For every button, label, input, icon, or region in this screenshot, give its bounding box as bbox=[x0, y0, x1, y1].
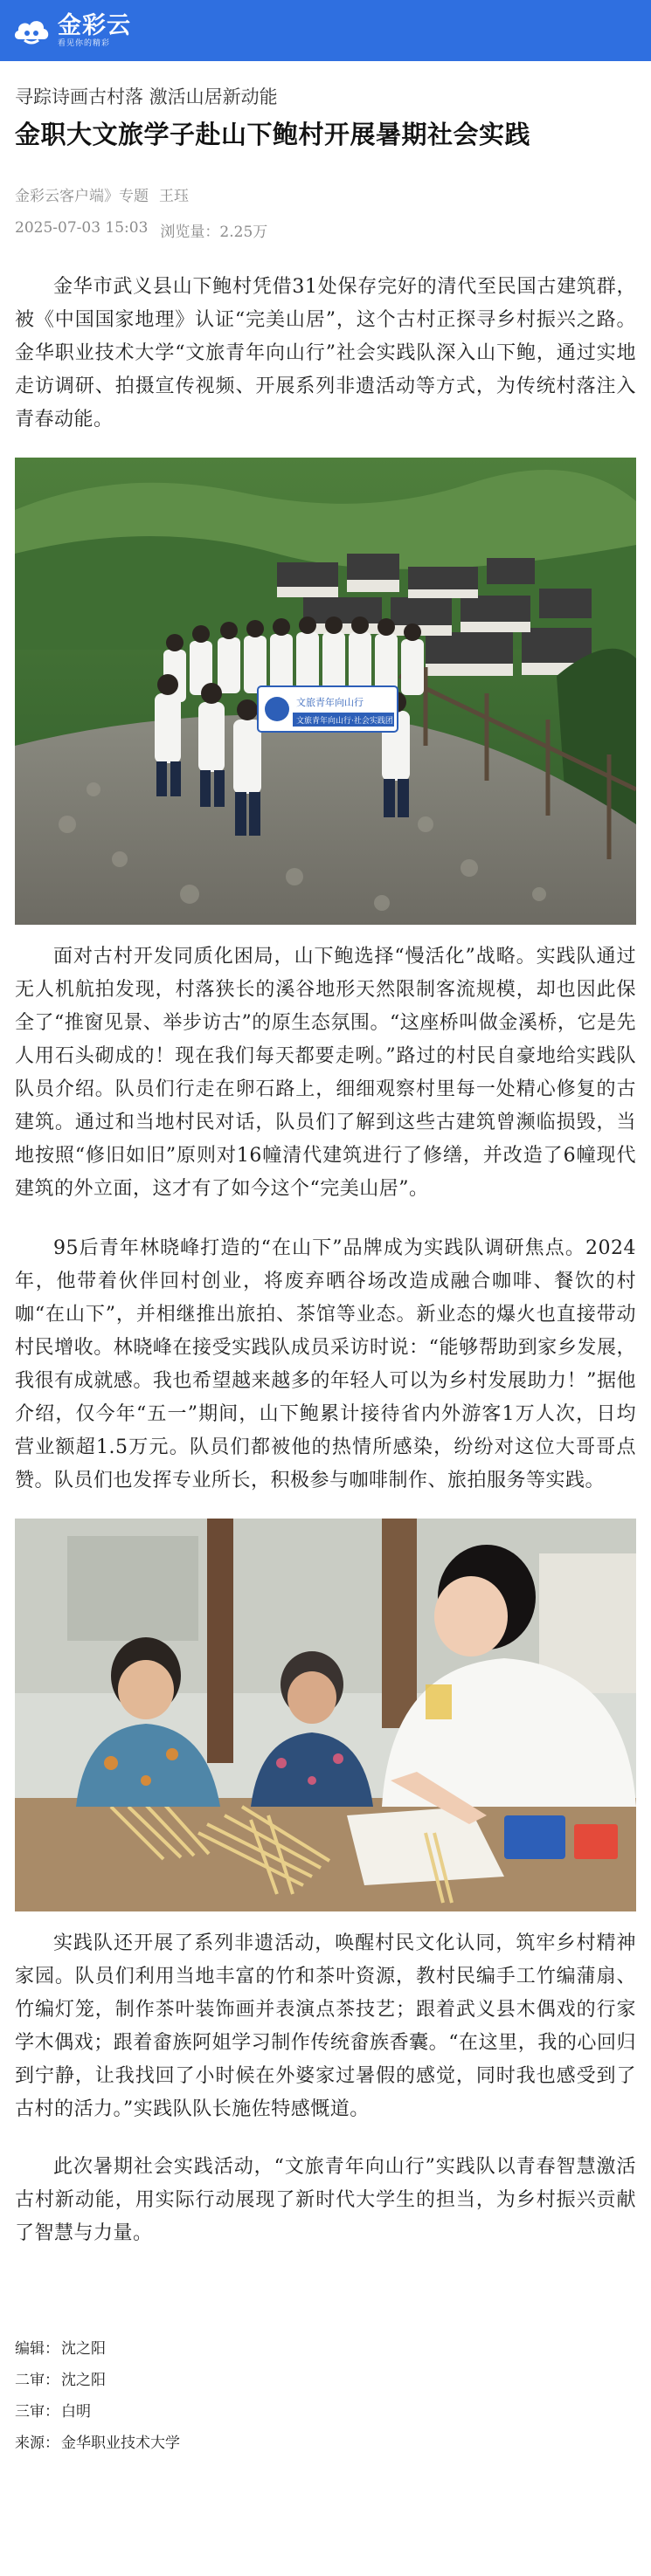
credit-label: 来源： bbox=[15, 2434, 59, 2452]
article-meta-row bbox=[15, 219, 636, 241]
article-datetime: 2025-07-03 15:03 bbox=[15, 219, 149, 238]
cloud-logo-icon bbox=[12, 13, 51, 48]
article-author: 王珏 bbox=[159, 188, 189, 206]
credit-source bbox=[15, 2425, 636, 2456]
app-logo[interactable] bbox=[12, 13, 131, 48]
photo-bamboo-weaving[interactable] bbox=[15, 1519, 636, 1911]
article-views: 浏览量：2.25万 bbox=[160, 224, 268, 242]
credit-third-review bbox=[15, 2393, 636, 2425]
credits-block bbox=[15, 2331, 636, 2456]
photo-banner-line2: 文旅青年向山行·社会实践团 bbox=[296, 717, 393, 727]
credit-second-review bbox=[15, 2362, 636, 2393]
paragraph-2: 面对古村开发同质化困局，山下鲍选择“慢活化”战略。实践队通过无人机航拍发现，村落狭长的溪谷地形天然限制客流规模，却也因此保全了“推窗见景、举步访古”的原生态氛围。“这座桥叫做金溪桥，它是先人用石头砌成的！现在我们每天都要走咧。”路过的村民自豪地给实践队队员介绍。队员们行走在卵石路上，细细观察村里每一处精心修复的古建筑。通过和当地村民对话，队员们了解到这些古建筑曾濒临损毁，当地按照“修旧如旧”原则对16幢清代建筑进行了修缮，并改造了6幢现代建筑的外立面，这才有了如今这个“完美山居”。 bbox=[15, 946, 636, 1201]
paragraph-5: 此次暑期社会实践活动，“文旅青年向山行”实践队以青春智慧激活古村新动能，用实际行动展现了新时代大学生的担当，为乡村振兴贡献了智慧与力量。 bbox=[15, 2156, 636, 2245]
paragraph-3: 95后青年林晓峰打造的“在山下”品牌成为实践队调研焦点。2024年，他带着伙伴回村创业，将废弃晒谷场改造成融合咖啡、餐饮的村咖“在山下”，并相继推出旅拍、茶馆等业态。新业态的爆火也直接带动村民增收。林晓峰在接受实践队成员采访时说：“能够帮助到家乡发展，我很有成就感。我也希望越来越多的年轻人可以为乡村发展助力！”据他介绍，仅今年“五一”期间，山下鲍累计接待省内外游客1万人次，日均营业额超1.5万元。队员们都被他的热情所感染，纷纷对这位大哥哥点赞。队员们也发挥专业所长，积极参与咖啡制作、旅拍服务等实践。 bbox=[15, 1237, 636, 1492]
paragraph-4: 实践队还开展了系列非遗活动，唤醒村民文化认同，筑牢乡村精神家园。队员们利用当地丰富的竹和茶叶资源，教村民编手工竹编蒲扇、竹编灯笼，制作茶叶装饰画并表演点茶技艺；跟着武义县木偶戏的行家学木偶戏；跟着畲族阿姐学习制作传统畲族香囊。“在这里，我的心回归到宁静，让我找回了小时候在外婆家过暑假的感觉，同时我也感受到了古村的活力。”实践队队长施佐特感慨道。 bbox=[15, 1932, 636, 2121]
article-title: 金职大文旅学子赴山下鲍村开展暑期社会实践 bbox=[15, 120, 531, 150]
logo-name: 金彩云 bbox=[58, 11, 131, 39]
credit-value: 白明 bbox=[61, 2402, 91, 2421]
credit-value: 沈之阳 bbox=[61, 2371, 106, 2389]
photo-group-village[interactable] bbox=[15, 458, 636, 925]
article-source-row bbox=[15, 183, 636, 205]
logo-slogan: 看见你的精彩 bbox=[58, 38, 111, 48]
credit-label: 三审： bbox=[15, 2402, 59, 2421]
article-body bbox=[0, 86, 651, 2456]
app-header bbox=[0, 0, 651, 61]
credit-label: 二审： bbox=[15, 2371, 59, 2389]
credit-value: 金华职业技术大学 bbox=[61, 2434, 180, 2452]
photo-banner-line1: 文旅青年向山行 bbox=[296, 697, 364, 709]
credit-label: 编辑： bbox=[15, 2339, 59, 2358]
credit-value: 沈之阳 bbox=[61, 2339, 106, 2358]
paragraph-1: 金华市武义县山下鲍村凭借31处保存完好的清代至民国古建筑群，被《中国国家地理》认证“完美山居”，这个古村正探寻乡村振兴之路。金华职业技术大学“文旅青年向山行”社会实践队深入山下鲍，通过实地走访调研、拍摄宣传视频、开展系列非遗活动等方式，为传统村落注入青春动能。 bbox=[15, 276, 636, 431]
article-subtitle: 寻踪诗画古村落 激活山居新动能 bbox=[15, 86, 278, 107]
credit-editor bbox=[15, 2331, 636, 2362]
article-source[interactable]: 金彩云客户端》专题 bbox=[15, 188, 149, 206]
